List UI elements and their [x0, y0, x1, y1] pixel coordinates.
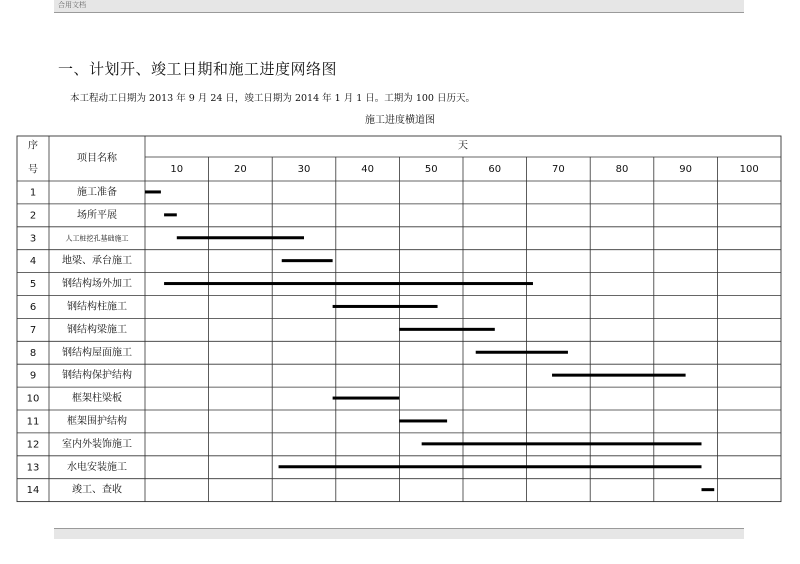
- tick-label: 90: [679, 164, 692, 175]
- task-name: 竣工、查收: [72, 484, 122, 496]
- task-name: 钢结构梁施工: [67, 324, 127, 336]
- task-bar: [399, 419, 447, 422]
- task-name: 场所平展: [77, 209, 117, 221]
- task-bar: [145, 190, 161, 193]
- time-column-header: 天: [458, 140, 468, 152]
- task-bar: [422, 442, 702, 445]
- task-name: 水电安装施工: [67, 461, 127, 473]
- seq-header-char: 序: [28, 140, 38, 152]
- task-seq: 12: [26, 439, 40, 451]
- task-seq: 4: [29, 256, 37, 268]
- footer-bar: [54, 528, 744, 539]
- task-seq: 1: [29, 187, 37, 199]
- task-bar: [333, 305, 438, 308]
- task-bar: [333, 397, 400, 400]
- task-bar: [552, 374, 686, 377]
- task-seq: 6: [29, 301, 37, 313]
- tick-label: 30: [297, 164, 311, 175]
- task-name: 人工桩挖孔基础施工: [65, 234, 129, 243]
- intro-paragraph: 本工程动工日期为 2013 年 9 月 24 日，竣工日期为 2014 年 1 月 1 日。工期为 100 日历天。: [70, 93, 475, 104]
- task-name: 框架柱梁板: [72, 393, 122, 405]
- task-bar: [279, 465, 702, 468]
- task-name: 钢结构柱施工: [67, 301, 127, 313]
- tick-label: 60: [488, 164, 502, 175]
- tick-label: 40: [361, 164, 374, 175]
- task-seq: 2: [29, 210, 37, 222]
- task-seq: 11: [26, 416, 40, 428]
- seq-header-char: 号: [28, 164, 38, 176]
- task-name: 钢结构屋面施工: [62, 347, 132, 359]
- task-bar: [164, 282, 533, 285]
- tick-label: 70: [552, 164, 565, 175]
- task-name: 室内外装饰施工: [62, 438, 132, 450]
- task-seq: 9: [29, 370, 37, 382]
- tick-label: 20: [234, 164, 247, 175]
- task-bar: [177, 236, 304, 239]
- tick-label: 100: [739, 164, 759, 175]
- tick-label: 80: [615, 164, 629, 175]
- task-bar: [399, 328, 494, 331]
- task-bar: [282, 259, 333, 262]
- task-seq: 13: [26, 462, 40, 474]
- task-seq: 3: [29, 233, 37, 245]
- section-heading: 一、计划开、竣工日期和施工进度网络图: [58, 60, 338, 78]
- task-name: 地梁、承台施工: [62, 255, 132, 267]
- header-label: 合用文档: [58, 1, 86, 9]
- task-seq: 14: [26, 485, 40, 497]
- task-seq: 10: [26, 393, 40, 405]
- task-name: 框架围护结构: [67, 415, 127, 427]
- task-seq: 5: [29, 279, 37, 291]
- task-seq: 8: [29, 347, 37, 359]
- task-bar: [476, 351, 568, 354]
- task-name: 钢结构场外加工: [62, 278, 132, 290]
- task-name: 钢结构保护结构: [62, 370, 132, 382]
- task-bar: [702, 488, 715, 491]
- name-column-header: 项目名称: [77, 153, 117, 164]
- task-seq: 7: [29, 324, 37, 336]
- tick-label: 10: [170, 164, 184, 175]
- task-name: 施工准备: [77, 186, 117, 198]
- tick-label: 50: [424, 164, 438, 175]
- task-bar: [164, 213, 177, 216]
- chart-title: 施工进度横道图: [365, 115, 435, 126]
